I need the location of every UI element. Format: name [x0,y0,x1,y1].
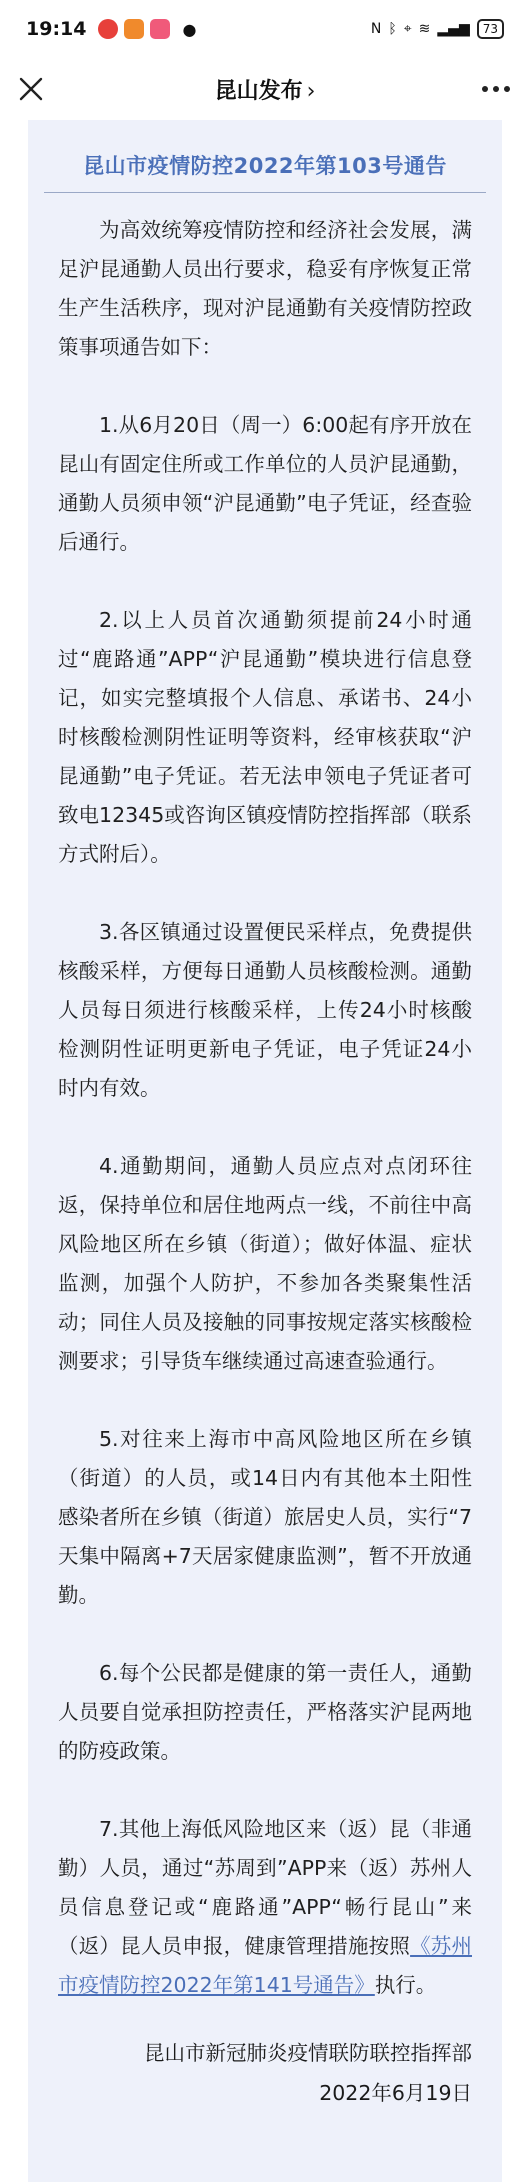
notice-item-7-text: 7.其他上海低风险地区来（返）昆（非通勤）人员，通过“苏周到”APP来（返）苏州人员信息登记或“鹿路通”APP“畅行昆山”来（返）昆人员申报，健康管理措施按照 [58,1817,472,1958]
notice-item-6: 6.每个公民都是健康的第一责任人，通勤人员要自觉承担防控责任，严格落实沪昆两地的防疫政策。 [58,1661,472,1763]
signal-icon: ▂▄▆ [437,21,470,37]
close-icon[interactable] [14,72,48,106]
notice-item-1: 1.从6月20日（周一）6:00起有序开放在昆山有固定住所或工作单位的人员沪昆通勤，通勤人员须申领“沪昆通勤”电子凭证，经查验后通行。 [58,413,472,554]
app-icon [150,19,170,39]
nav-title: 昆山发布 [214,78,303,104]
status-time: 19:14 [26,18,87,40]
status-apps [98,19,196,39]
status-right [371,19,504,39]
nav-bar [0,58,530,120]
notice-signer: 昆山市新冠肺炎疫情联防联控指挥部 [144,2041,472,2065]
location-icon: ⌖ [403,21,412,37]
bluetooth-icon: ᛒ [388,21,397,37]
notice-date: 2022年6月19日 [319,2081,472,2105]
taobao-icon [124,19,144,39]
notice-title: 昆山市疫情防控2022年第103号通告 [44,150,486,193]
notice-intro: 为高效统筹疫情防控和经济社会发展，满足沪昆通勤人员出行要求，稳妥有序恢复正常生产生活秩序，现对沪昆通勤有关疫情防控政策事项通告如下： [58,218,472,359]
wifi-icon: ≋ [418,21,431,37]
notice-item-3: 3.各区镇通过设置便民采样点，免费提供核酸采样，方便每日通勤人员核酸检测。通勤人员每日须进行核酸采样，上传24小时核酸检测阴性证明更新电子凭证，电子凭证24小时内有效。 [58,920,472,1100]
status-bar [0,0,530,58]
notice-item-4: 4.通勤期间，通勤人员应点对点闭环往返，保持单位和居住地两点一线，不前往中高风险地区所在乡镇（街道）；做好体温、症状监测，加强个人防护，不参加各类聚集性活动；同住人员及接触的同事按规定落实核酸检测要求；引导货车继续通过高速查验通行。 [58,1154,472,1373]
notice-document [28,120,502,2182]
notice-141-link[interactable]: 《苏州市疫情防控2022年第141号通告》 [58,1934,472,1997]
battery-icon: 73 [477,19,504,39]
more-icon[interactable] [476,74,516,104]
account-title[interactable] [215,74,316,105]
notice-item-7 [58,1810,472,2005]
notice-item-5: 5.对往来上海市中高风险地区所在乡镇（街道）的人员，或14日内有其他本土阳性感染者所在乡镇（街道）旅居史人员，实行“7天集中隔离+7天居家健康监测”，暂不开放通勤。 [58,1427,472,1607]
chevron-right-icon: › [306,78,316,104]
dot-icon: ● [182,19,197,39]
nfc-icon: N [370,21,382,37]
notice-body [28,193,502,2113]
weibo-icon [98,19,118,39]
notice-item-7-tail: 执行。 [374,1973,437,1997]
notice-item-2: 2.以上人员首次通勤须提前24小时通过“鹿路通”APP“沪昆通勤”模块进行信息登记，如实完整填报个人信息、承诺书、24小时核酸检测阴性证明等资料，经审核获取“沪昆通勤”电子凭证。若无法申领电子凭证者可致电12345或咨询区镇疫情防控指挥部（联系方式附后）。 [58,608,472,866]
